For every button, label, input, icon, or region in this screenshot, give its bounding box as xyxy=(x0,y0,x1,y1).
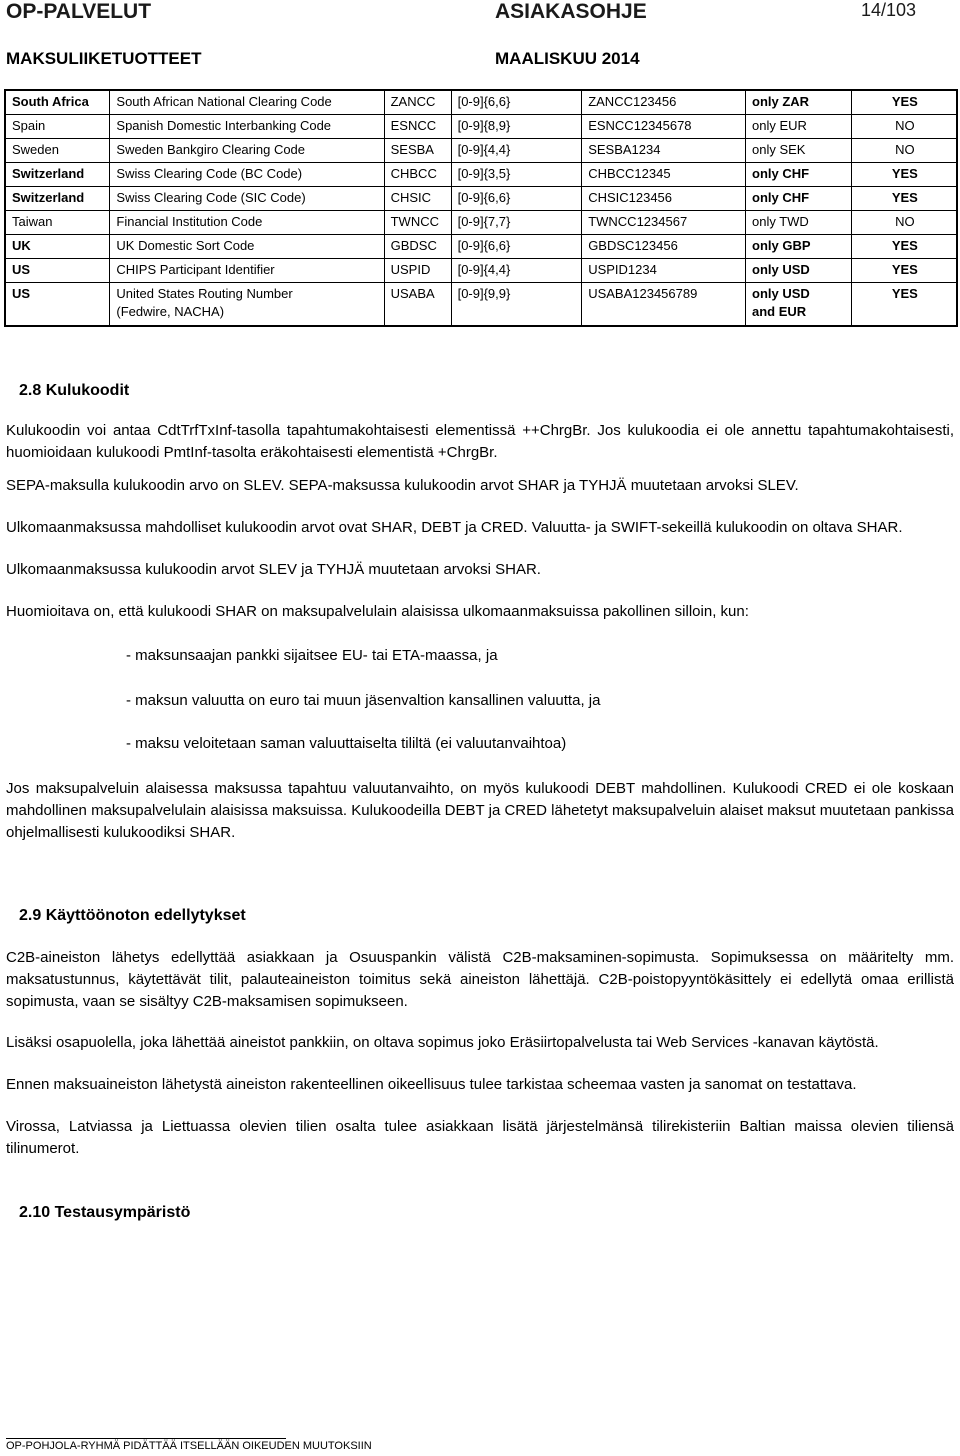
name-cell xyxy=(110,283,384,327)
paragraph: C2B-aineiston lähetys edellyttää asiakkaan ja Osuuspankin välistä C2B-maksaminen-sopimusta. Sopimuksessa on määritelty mm. maksatustunnus, käytettävät tilit, palauteaineiston toimitus sekä aineiston lähettäjä. C2B-poistopyyntökäsittely ei edellytä omaa erillistä sopimusta, vaan se sisältyy C2B-maksamisen sopimukseen. xyxy=(6,949,954,1010)
pattern-cell-text: [0-9]{7,7} xyxy=(457,214,511,229)
list-item: - maksunsaajan pankki sijaitsee EU- tai ETA-maassa, ja xyxy=(126,647,498,664)
pattern-cell-text: [0-9]{3,5} xyxy=(457,166,511,181)
flag-cell xyxy=(851,90,957,115)
currency-cell xyxy=(746,283,852,327)
pattern-cell xyxy=(451,163,582,187)
country-cell xyxy=(5,139,110,163)
flag-cell-text: YES xyxy=(891,94,918,109)
example-cell xyxy=(582,211,746,235)
example-cell xyxy=(582,235,746,259)
example-cell-text: USPID1234 xyxy=(588,262,657,277)
pattern-cell xyxy=(451,187,582,211)
page-footer: OP-POHJOLA-RYHMÄ PIDÄTTÄÄ ITSELLÄÄN OIKEUDEN MUUTOKSIIN xyxy=(6,1440,372,1452)
name-cell xyxy=(110,211,384,235)
name-cell xyxy=(110,163,384,187)
example-cell-text: USABA123456789 xyxy=(588,286,698,301)
flag-cell-text: NO xyxy=(895,118,915,133)
country-cell-text: Switzerland xyxy=(12,166,85,181)
header-center-sub: MAALISKUU 2014 xyxy=(495,49,640,68)
list-item: - maksun valuutta on euro tai muun jäsenvaltion kansallinen valuutta, ja xyxy=(126,692,601,709)
currency-cell-text: only USD xyxy=(752,286,810,301)
pattern-cell-text: [0-9]{4,4} xyxy=(457,142,511,157)
name-cell xyxy=(110,259,384,283)
paragraph: Kulukoodin voi antaa CdtTrfTxInf-tasolla tapahtumakohtaisesti elementissä ++ChrgBr. Jos kulukoodia ei ole annettu tapahtumakohtaisesti, huomioidaan kulukoodi PmtInf-tasolta eräkohtaisesti elementistä +ChrgBr. xyxy=(6,422,954,461)
paragraph: Ennen maksuaineiston lähetystä aineiston rakenteellinen oikeellisuus tulee tarkistaa scheemaa vasten ja sanomat on testattava. xyxy=(6,1076,857,1093)
code-cell xyxy=(384,90,451,115)
example-cell-text: CHBCC12345 xyxy=(588,166,671,181)
pattern-cell xyxy=(451,115,582,139)
currency-cell xyxy=(746,139,852,163)
table-row xyxy=(5,235,957,259)
pattern-cell xyxy=(451,283,582,327)
flag-cell xyxy=(851,283,957,327)
code-cell-text: SESBA xyxy=(390,142,434,157)
name-cell-text: CHIPS Participant Identifier xyxy=(116,262,275,277)
table-row xyxy=(5,211,957,235)
paragraph: Lisäksi osapuolella, joka lähettää aineistot pankkiin, on oltava sopimus joko Eräsiirtopalvelusta tai Web Services -kanavan käytöstä. xyxy=(6,1034,879,1051)
code-cell xyxy=(384,187,451,211)
example-cell-text: CHSIC123456 xyxy=(588,190,673,205)
country-cell-text: Spain xyxy=(12,118,46,133)
code-cell-text: ZANCC xyxy=(390,94,436,109)
code-cell xyxy=(384,211,451,235)
table-row xyxy=(5,259,957,283)
paragraph: Ulkomaanmaksussa kulukoodin arvot SLEV ja TYHJÄ muutetaan arvoksi SHAR. xyxy=(6,561,541,578)
pattern-cell xyxy=(451,139,582,163)
country-cell xyxy=(5,235,110,259)
currency-cell-text: only ZAR xyxy=(752,94,810,109)
country-cell-text: South Africa xyxy=(12,94,89,109)
code-cell-text: CHSIC xyxy=(390,190,432,205)
code-cell xyxy=(384,235,451,259)
table-row xyxy=(5,163,957,187)
paragraph: SEPA-maksulla kulukoodin arvo on SLEV. SEPA-maksussa kulukoodin arvot SHAR ja TYHJÄ muutetaan arvoksi SLEV. xyxy=(6,477,799,494)
currency-cell-text: only EUR xyxy=(752,118,807,133)
name-cell-text: Financial Institution Code xyxy=(116,214,263,229)
pattern-cell-text: [0-9]{8,9} xyxy=(457,118,511,133)
section-heading-2-8: 2.8 Kulukoodit xyxy=(19,382,130,399)
flag-cell xyxy=(851,163,957,187)
country-cell xyxy=(5,187,110,211)
code-cell-text: ESNCC xyxy=(390,118,437,133)
header-left-title: OP-PALVELUT xyxy=(6,0,152,23)
clearing-code-table xyxy=(4,89,958,327)
currency-cell xyxy=(746,235,852,259)
paragraph: Ulkomaanmaksussa mahdolliset kulukoodin arvot ovat SHAR, DEBT ja CRED. Valuutta- ja SWIFT-sekeillä kulukoodin on oltava SHAR. xyxy=(6,519,903,536)
currency-cell xyxy=(746,259,852,283)
code-cell xyxy=(384,283,451,327)
pattern-cell-text: [0-9]{4,4} xyxy=(457,262,511,277)
table-row xyxy=(5,187,957,211)
code-cell xyxy=(384,115,451,139)
table-row xyxy=(5,115,957,139)
table-row xyxy=(5,283,957,327)
country-cell xyxy=(5,90,110,115)
country-cell xyxy=(5,211,110,235)
flag-cell xyxy=(851,211,957,235)
table-row xyxy=(5,90,957,115)
pattern-cell xyxy=(451,90,582,115)
page-header xyxy=(6,0,960,24)
example-cell xyxy=(582,139,746,163)
code-cell xyxy=(384,139,451,163)
paragraph: Virossa, Latviassa ja Liettuassa olevien tilien osalta tulee asiakkaan lisätä järjestelmänsä tilirekisteriin Baltian maissa olevien tiliensä tilinumerot. xyxy=(6,1118,954,1157)
currency-cell xyxy=(746,211,852,235)
name-cell-text: South African National Clearing Code xyxy=(116,94,332,109)
name-cell xyxy=(110,115,384,139)
example-cell-text: SESBA1234 xyxy=(588,142,661,157)
flag-cell xyxy=(851,235,957,259)
flag-cell-text: NO xyxy=(895,214,915,229)
currency-cell-text: only GBP xyxy=(752,238,811,253)
flag-cell-text: YES xyxy=(891,166,918,181)
flag-cell xyxy=(851,187,957,211)
example-cell xyxy=(582,187,746,211)
section-heading-2-10: 2.10 Testausympäristö xyxy=(19,1204,191,1221)
paragraph: Jos maksupalveluin alaisessa maksussa tapahtuu valuutanvaihto, on myös kulukoodi DEBT mahdollinen. Kulukoodi CRED ei ole koskaan mahdollinen maksupalvelulain alaisissa maksuissa. Kulukoodeilla DEBT ja CRED lähetetyt maksupalveluin alaiset maksut muutetaan pankissa ohjelmallisesti kulukoodiksi SHAR. xyxy=(6,780,954,841)
country-cell xyxy=(5,259,110,283)
pattern-cell xyxy=(451,211,582,235)
country-cell xyxy=(5,163,110,187)
currency-cell xyxy=(746,187,852,211)
pattern-cell-text: [0-9]{6,6} xyxy=(457,190,511,205)
name-cell-text: UK Domestic Sort Code xyxy=(116,238,255,253)
code-cell-text: CHBCC xyxy=(390,166,437,181)
currency-cell xyxy=(746,163,852,187)
pattern-cell-text: [0-9]{6,6} xyxy=(457,94,511,109)
pattern-cell-text: [0-9]{6,6} xyxy=(457,238,511,253)
example-cell xyxy=(582,283,746,327)
pattern-cell xyxy=(451,235,582,259)
footer-divider xyxy=(6,1438,286,1439)
page-number: 14/103 xyxy=(861,0,917,20)
example-cell-text: TWNCC1234567 xyxy=(588,214,688,229)
country-cell xyxy=(5,115,110,139)
header-center-title: ASIAKASOHJE xyxy=(495,0,647,23)
pattern-cell xyxy=(451,259,582,283)
code-cell-text: TWNCC xyxy=(390,214,439,229)
example-cell xyxy=(582,259,746,283)
country-cell xyxy=(5,283,110,327)
code-cell-text: USABA xyxy=(390,286,435,301)
name-cell xyxy=(110,187,384,211)
list-item: - maksu veloitetaan saman valuuttaiselta tililtä (ei valuutanvaihtoa) xyxy=(126,735,567,752)
country-cell-text: US xyxy=(12,262,31,277)
country-cell-text: Switzerland xyxy=(12,190,85,205)
flag-cell-text: NO xyxy=(895,142,915,157)
flag-cell-text: YES xyxy=(891,238,918,253)
page-subheader xyxy=(6,49,960,71)
example-cell xyxy=(582,163,746,187)
country-cell-text: US xyxy=(12,286,31,301)
code-cell xyxy=(384,259,451,283)
section-heading-2-9: 2.9 Käyttöönoton edellytykset xyxy=(19,907,246,924)
name-cell xyxy=(110,235,384,259)
example-cell-text: ZANCC123456 xyxy=(588,94,677,109)
name-cell-text: Swiss Clearing Code (BC Code) xyxy=(116,166,303,181)
currency-cell-text: only SEK xyxy=(752,142,806,157)
paragraph: Huomioitava on, että kulukoodi SHAR on maksupalvelulain alaisissa ulkomaanmaksuissa pakollinen silloin, kun: xyxy=(6,603,749,620)
currency-cell-text: only CHF xyxy=(752,190,810,205)
document-body xyxy=(6,380,954,1224)
flag-cell xyxy=(851,139,957,163)
name-cell-text: Sweden Bankgiro Clearing Code xyxy=(116,142,306,157)
name-cell-text: Swiss Clearing Code (SIC Code) xyxy=(116,190,306,205)
flag-cell-text: YES xyxy=(891,286,918,301)
flag-cell-text: YES xyxy=(891,262,918,277)
flag-cell xyxy=(851,115,957,139)
country-cell-text: Sweden xyxy=(12,142,59,157)
name-cell-text-line2: (Fedwire, NACHA) xyxy=(116,304,225,319)
code-cell-text: GBDSC xyxy=(390,238,437,253)
pattern-cell-text: [0-9]{9,9} xyxy=(457,286,511,301)
header-left-sub: MAKSULIIKETUOTTEET xyxy=(6,49,202,68)
example-cell-text: ESNCC12345678 xyxy=(588,118,692,133)
code-cell-text: USPID xyxy=(390,262,431,277)
country-cell-text: UK xyxy=(12,238,31,253)
currency-cell xyxy=(746,90,852,115)
code-cell xyxy=(384,163,451,187)
currency-cell-text: only USD xyxy=(752,262,810,277)
example-cell xyxy=(582,115,746,139)
currency-cell-text: only TWD xyxy=(752,214,809,229)
name-cell-text: Spanish Domestic Interbanking Code xyxy=(116,118,332,133)
currency-cell-text: only CHF xyxy=(752,166,810,181)
example-cell-text: GBDSC123456 xyxy=(588,238,678,253)
name-cell xyxy=(110,90,384,115)
flag-cell xyxy=(851,259,957,283)
country-cell-text: Taiwan xyxy=(12,214,53,229)
flag-cell-text: YES xyxy=(891,190,918,205)
name-cell xyxy=(110,139,384,163)
example-cell xyxy=(582,90,746,115)
currency-cell-text-line2: and EUR xyxy=(752,304,807,319)
currency-cell xyxy=(746,115,852,139)
name-cell-text: United States Routing Number xyxy=(116,286,293,301)
table-row xyxy=(5,139,957,163)
